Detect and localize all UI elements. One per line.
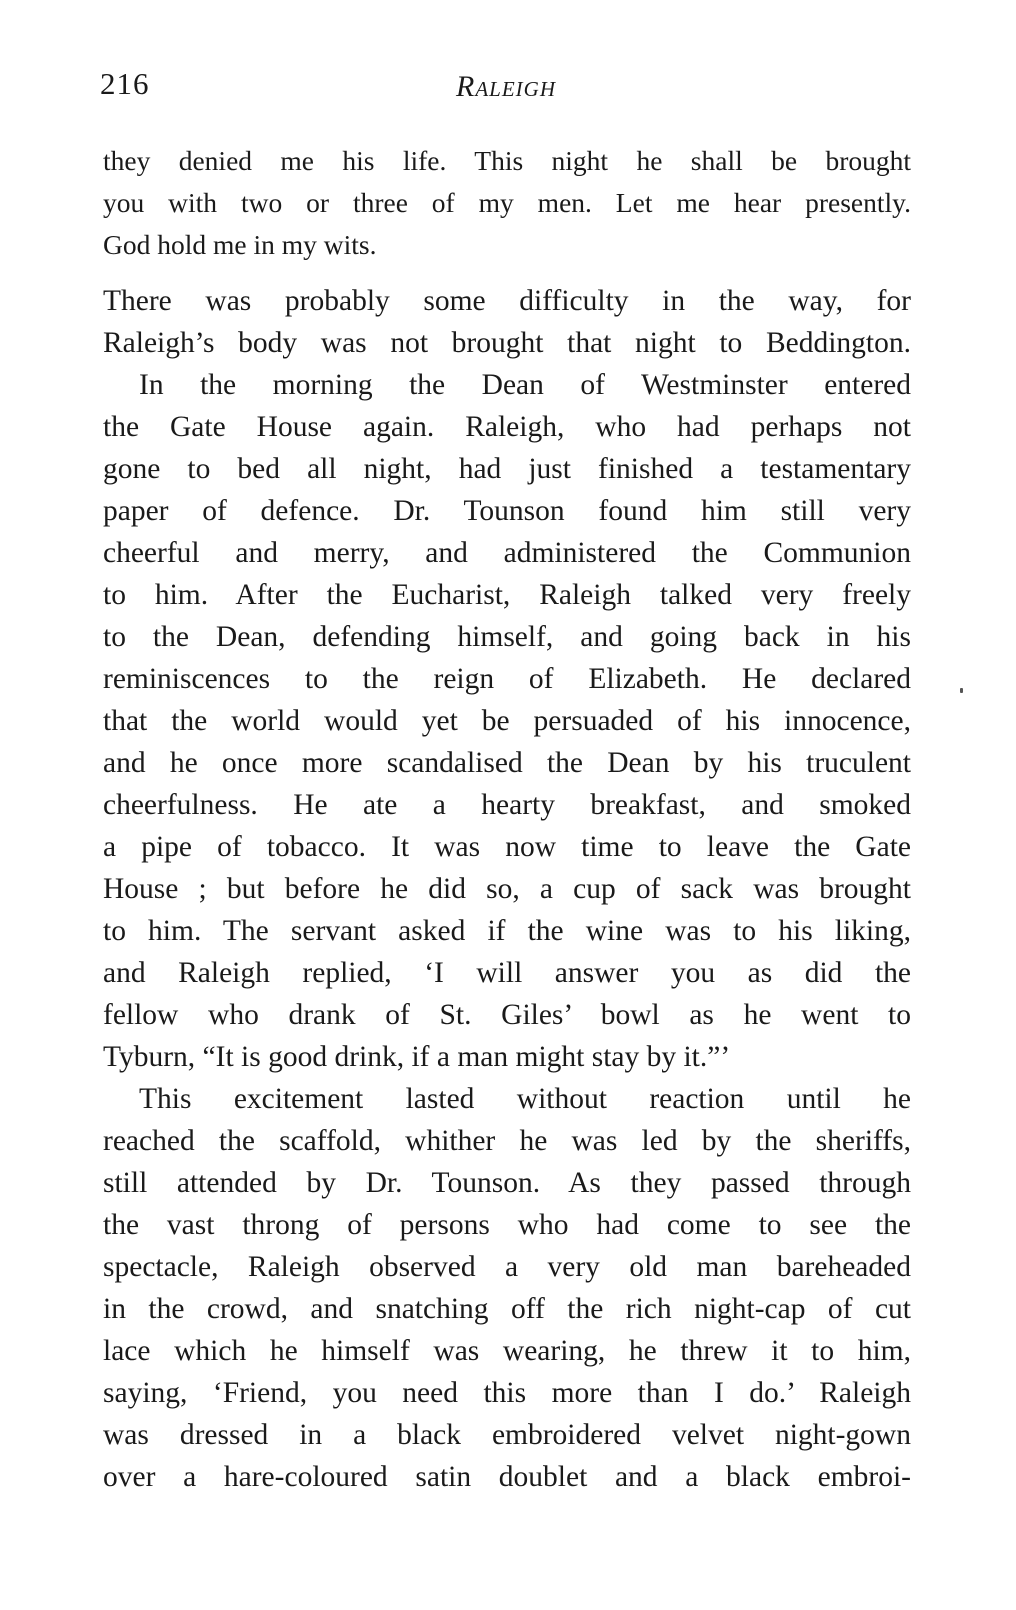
text-line: that the world would yet be persuaded of his innocence, xyxy=(103,705,911,737)
running-head: Raleigh xyxy=(456,70,556,103)
text-line: cheerfulness. He ate a hearty breakfast, and smoked xyxy=(103,789,911,821)
text-line: in the crowd, and snatching off the rich night-cap of cut xyxy=(103,1293,911,1325)
text-line: to him. The servant asked if the wine was to his liking, xyxy=(103,915,911,947)
text-line: reached the scaffold, whither he was led by the sheriffs, xyxy=(103,1125,911,1157)
paragraph xyxy=(103,364,911,1078)
text-line: There was probably some difficulty in the way, for xyxy=(103,285,911,317)
text-line: the vast throng of persons who had come to see the xyxy=(103,1209,911,1241)
text-line: saying, ‘Friend, you need this more than I do.’ Raleigh xyxy=(103,1377,911,1409)
text-line: fellow who drank of St. Giles’ bowl as he went to xyxy=(103,999,911,1031)
page-header xyxy=(100,66,912,110)
text-line: House ; but before he did so, a cup of sack was brought xyxy=(103,873,911,905)
text-line: was dressed in a black embroidered velvet night-gown xyxy=(103,1419,911,1451)
text-line: gone to bed all night, had just finished a testamentary xyxy=(103,453,911,485)
text-line: the Gate House again. Raleigh, who had perhaps not xyxy=(103,411,911,443)
print-speck xyxy=(960,688,963,693)
paragraph xyxy=(103,280,911,364)
text-line: to the Dean, defending himself, and going back in his xyxy=(103,621,911,653)
text-line: still attended by Dr. Tounson. As they passed through xyxy=(103,1167,911,1199)
text-line: Tyburn, “It is good drink, if a man might stay by it.”’ xyxy=(103,1041,731,1073)
text-line: a pipe of tobacco. It was now time to leave the Gate xyxy=(103,831,911,863)
text-line: reminiscences to the reign of Elizabeth. He declared xyxy=(103,663,911,695)
text-line: to him. After the Eucharist, Raleigh talked very freely xyxy=(103,579,911,611)
text-line: In the morning the Dean of Westminster entered xyxy=(139,369,911,401)
letter-quote xyxy=(103,140,911,266)
text-line: you with two or three of my men. Let me hear presently. xyxy=(103,187,911,218)
body-text xyxy=(103,140,911,1498)
page-number: 216 xyxy=(100,66,150,101)
text-line: Raleigh’s body was not brought that night to Beddington. xyxy=(103,327,911,359)
text-line: spectacle, Raleigh observed a very old man bareheaded xyxy=(103,1251,911,1283)
text-line: cheerful and merry, and administered the Communion xyxy=(103,537,911,569)
text-line: This excitement lasted without reaction until he xyxy=(139,1083,911,1115)
text-line: lace which he himself was wearing, he threw it to him, xyxy=(103,1335,911,1367)
paragraph-gap xyxy=(103,266,911,280)
text-line: God hold me in my wits. xyxy=(103,229,377,260)
text-line: and he once more scandalised the Dean by his truculent xyxy=(103,747,911,779)
text-line: and Raleigh replied, ‘I will answer you as did the xyxy=(103,957,911,989)
paragraph xyxy=(103,1078,911,1498)
text-line: paper of defence. Dr. Tounson found him still very xyxy=(103,495,911,527)
text-line: over a hare-coloured satin doublet and a black embroi- xyxy=(103,1461,911,1493)
text-line: they denied me his life. This night he shall be brought xyxy=(103,145,911,176)
